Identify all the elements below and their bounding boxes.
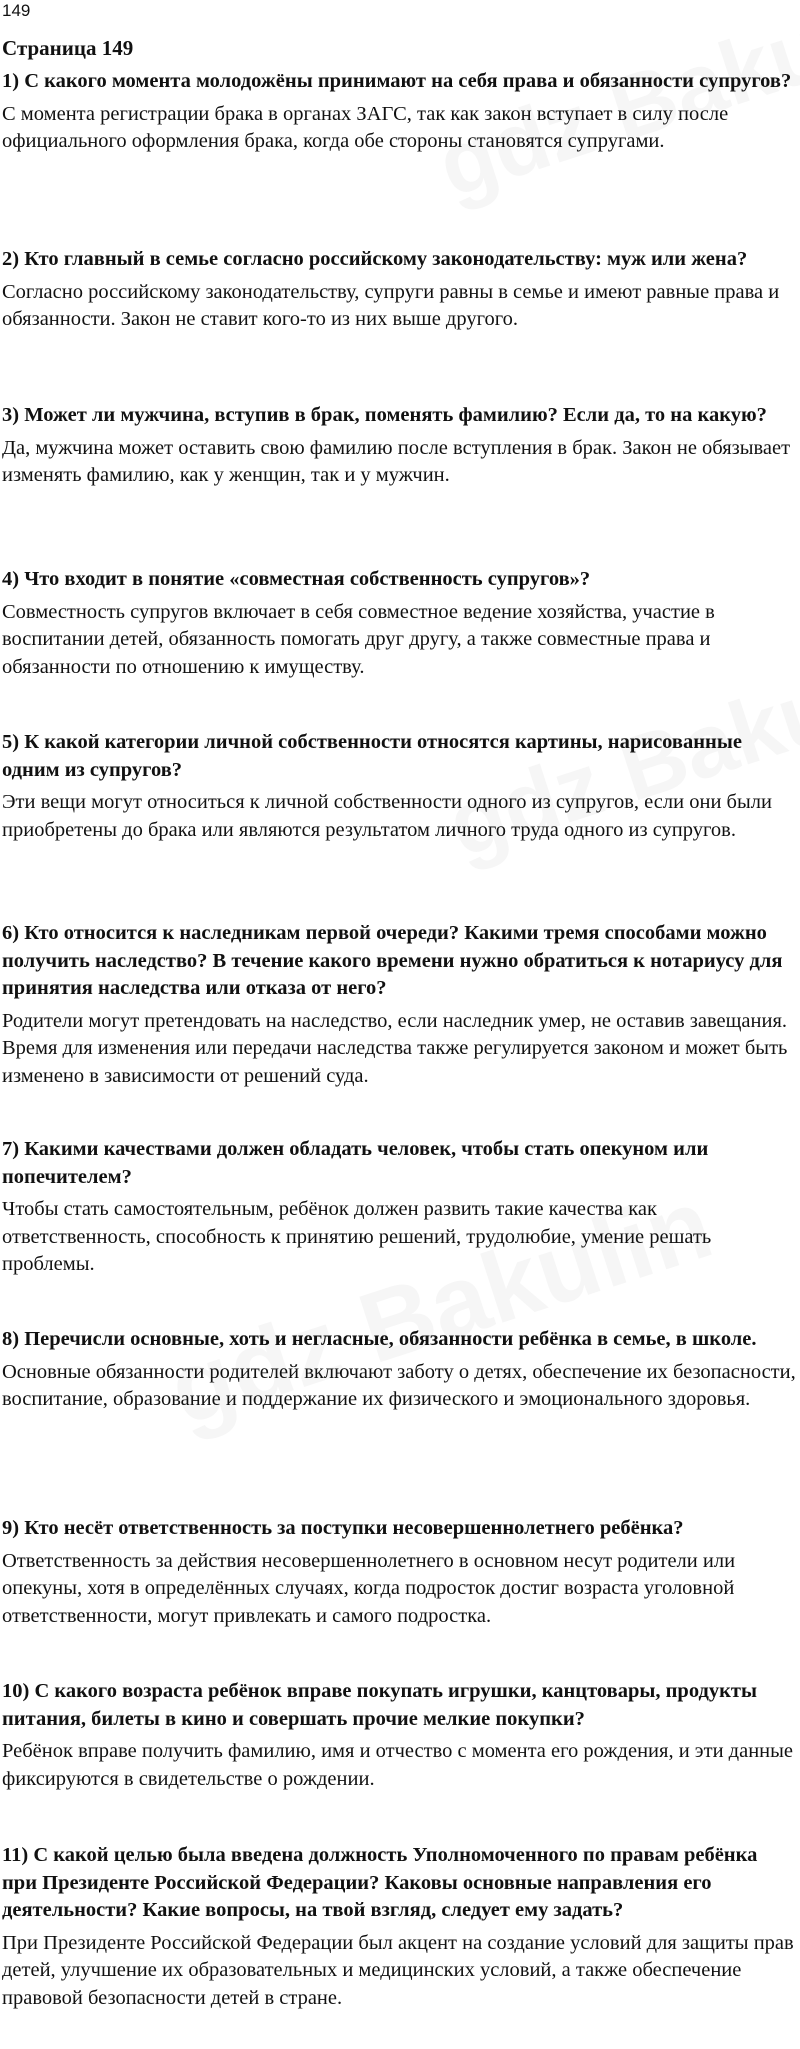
answer-text: Да, мужчина может оставить свою фамилию после вступления в брак. Закон не обязывает изменять фамилию, как у женщин, так и у мужчин. [2, 436, 791, 486]
answer-text: Согласно российскому законодательству, супруги равны в семье и имеют равные права и обязанности. Закон не ставит кого-то из них выше другого. [2, 280, 780, 330]
page-number: 149 [2, 1, 31, 20]
answer-text: Основные обязанности родителей включают заботу о детях, обеспечение их безопасности, воспитание, образование и поддержание их физического и эмоционального здоровья. [2, 1360, 796, 1410]
answer-text: С момента регистрации брака в органах ЗАГС, так как закон вступает в силу после официального оформления брака, когда обе стороны становятся супругами. [2, 102, 729, 152]
qa-item-5 [2, 729, 796, 844]
qa-item-7 [2, 1136, 796, 1279]
qa-item-2 [2, 246, 796, 334]
question-text: 5) К какой категории личной собственности относятся картины, нарисованные одним из супругов? [2, 731, 742, 781]
question-text: 7) Какими качествами должен обладать человек, чтобы стать опекуном или попечителем? [2, 1138, 709, 1188]
question-text: 3) Может ли мужчина, вступив в брак, поменять фамилию? Если да, то на какую? [2, 404, 767, 426]
answer-text: Родители могут претендовать на наследство, если наследник умер, не оставив завещания. Время для изменения или передачи наследства также регулируется законом и может быть изменено в зависимости от решений суда. [2, 1009, 788, 1087]
qa-item-6 [2, 920, 796, 1090]
answer-text: Совместность супругов включает в себя совместное ведение хозяйства, участие в воспитании детей, обязанность помогать друг другу, а также совместные права и обязанности по отношению к имуществу. [2, 600, 715, 678]
question-text: 9) Кто несёт ответственность за поступки несовершеннолетнего ребёнка? [2, 1517, 684, 1539]
qa-item-11 [2, 1842, 796, 2012]
answer-text: При Президенте Российской Федерации был акцент на создание условий для защиты прав детей, улучшение их образовательных и медицинских условий, а также обеспечение правовой безопасности детей в стране. [2, 1931, 794, 2009]
qa-item-10 [2, 1678, 796, 1793]
question-text: 6) Кто относится к наследникам первой очереди? Какими тремя способами можно получить наследство? В течение какого времени нужно обратиться к нотариусу для принятия наследства или отказа от него? [2, 922, 783, 999]
question-text: 2) Кто главный в семье согласно российскому законодательству: муж или жена? [2, 248, 748, 270]
question-text: 8) Перечисли основные, хоть и негласные, обязанности ребёнка в семье, в школе. [2, 1328, 757, 1350]
answer-text: Чтобы стать самостоятельным, ребёнок должен развить такие качества как ответственность, способность к принятию решений, трудолюбие, умение решать проблемы. [2, 1198, 712, 1275]
qa-item-3 [2, 402, 796, 490]
answer-text: Эти вещи могут относиться к личной собственности одного из супругов, если они были приобретены до брака или являются результатом личного труда одного из супругов. [2, 791, 772, 841]
answer-text: Ребёнок вправе получить фамилию, имя и отчество с момента его рождения, и эти данные фиксируются в свидетельстве о рождении. [2, 1740, 794, 1790]
question-text: 10) С какого возраста ребёнок вправе покупать игрушки, канцтовары, продукты питания, билеты в кино и совершать прочие мелкие покупки? [2, 1680, 757, 1730]
answer-text: Ответственность за действия несовершеннолетнего в основном несут родители или опекуны, хотя в определённых случаях, когда подросток достиг возраста уголовной ответственности, могут привлекать и самого подростка. [2, 1549, 736, 1627]
qa-item-9 [2, 1515, 796, 1630]
qa-item-4 [2, 566, 796, 681]
qa-item-1 [2, 68, 796, 156]
qa-item-8 [2, 1326, 796, 1414]
question-text: 11) С какой целью была введена должность Уполномоченного по правам ребёнка при Президенте Российской Федерации? Каковы основные направления его деятельности? Какие вопросы, на твой взгляд, следует ему задать? [2, 1844, 758, 1921]
page-title: Страница 149 [2, 36, 134, 60]
question-text: 1) С какого момента молодожёны принимают на себя права и обязанности супругов? [2, 70, 792, 92]
question-text: 4) Что входит в понятие «совместная собственность супругов»? [2, 568, 591, 590]
